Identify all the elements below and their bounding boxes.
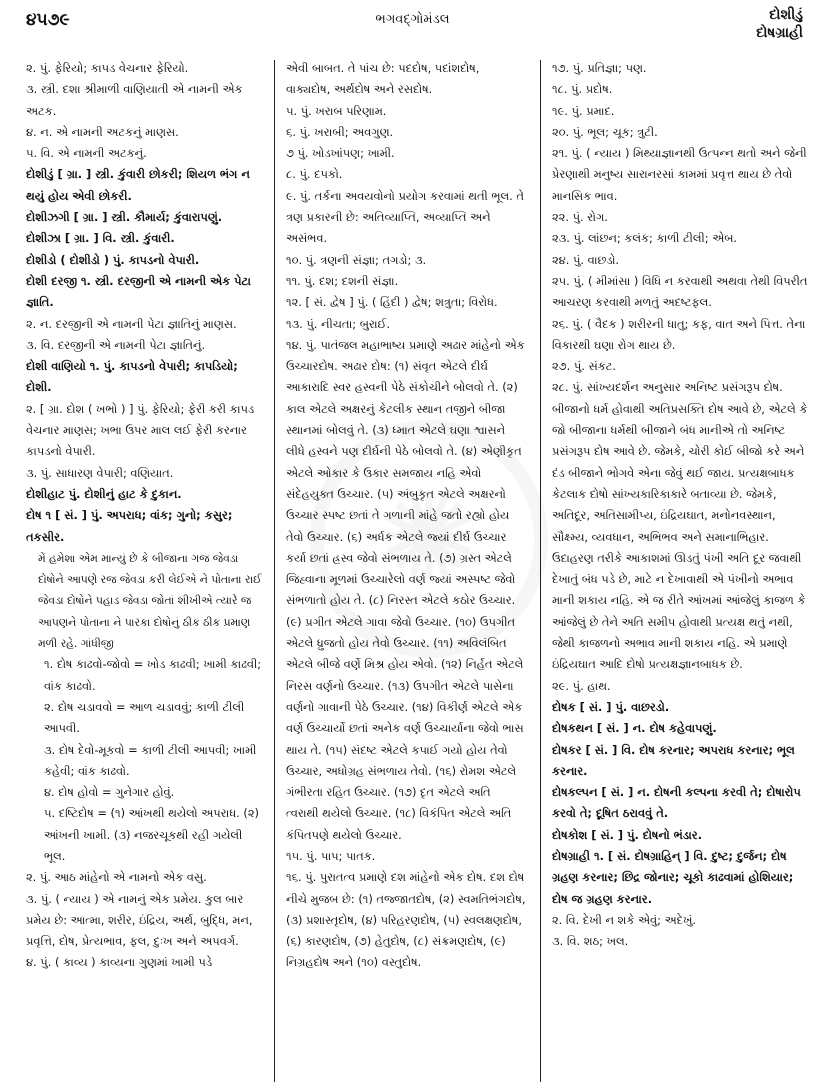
dictionary-entry: ૨૪. પું. વાછડો. — [552, 252, 620, 267]
dictionary-entry: ૨. પું. આઠ માંહેનો એ નામનો એક વસુ. — [26, 870, 207, 885]
dictionary-entry: ૧૧. પું. દશ; દશની સંજ્ઞા. — [286, 273, 399, 288]
guide-word-first: દોશીડું — [769, 7, 803, 23]
dictionary-entry: દોષ ૧ [ સં. ] પું. અપરાધ; વાંક; ગુનો; કસુર; તકસીર. — [26, 508, 233, 544]
dictionary-entry: ૭ પું. ખોડખાંપણ; ખામી. — [286, 146, 395, 161]
dictionary-entry: દોષગ્રાહી ૧. [ સં. દોષગ્રાહિન્ ] વિ. દુષ્ટ; દુર્જન; દોષ ગ્રહણ કરનાર; છિદ્ર જોનાર; ચૂકો કાઢવામાં હોશિયાર; દોષ જ ગ્રહણ કરનાર. — [552, 848, 794, 906]
dictionary-entry: ૨૩. પું. લાંછન; કલંક; કાળી ટીલી; એબ. — [552, 231, 738, 246]
dictionary-entry: ૨. વિ. દેખી ન શકે એવું; અદેખું. — [552, 912, 696, 927]
dictionary-entry: ૧. દોષ કાઢવો-જોવો = ખોડ કાઢવી; ખામી કાઢવી; વાંક કાઢવો. — [44, 657, 262, 693]
dictionary-entry: ૧૨. [ સં. દ્વેષ ] પું. ( હિંદી ) દ્વેષ; શત્રુતા; વિરોધ. — [286, 295, 498, 310]
dictionary-entry: દોશીઝા [ ગ્રા. ] વિ. સ્ત્રી. કુંવારી. — [26, 231, 175, 246]
dictionary-entry: દોષકલ્પન [ સં. ] ન. દોષની કલ્પના કરવી તે; દોષારોપ કરવો તે; દૂષિત ઠરાવવું તે. — [552, 785, 801, 821]
dictionary-entry: ૨૯. પું. હાથ. — [552, 678, 611, 693]
dictionary-entry: ૪. દોષ હોવો = ગુનેગાર હોવું. — [44, 785, 175, 800]
dictionary-entry: દોશીડું [ ગ્રા. ] સ્ત્રી. કુંવારી છોકરી; શિયળ ભંગ ન થયું હોય એવી છોકરી. — [26, 167, 250, 203]
dictionary-entry: દોશીડો ( દોશીડો ) પું. કાપડનો વેપારી. — [26, 252, 200, 267]
dictionary-entry: ૨૨. પું. રોગ. — [552, 210, 608, 225]
dictionary-entry: દોશીઝગી [ ગ્રા. ] સ્ત્રી. કૌમાર્ય; કુંવારાપણું. — [26, 210, 223, 225]
column-divider — [540, 60, 541, 1082]
dictionary-entry: ૧૫. પું. પાપ; પાતક. — [286, 848, 376, 863]
dictionary-entry: ૫. પું. ખરાબ પરિણામ. — [286, 103, 387, 118]
dictionary-entry: ૧૦. પું. ત્રણની સંજ્ઞા; તગડો; ૩. — [286, 252, 427, 267]
guide-words — [756, 6, 803, 42]
dictionary-entry: ૪. પું. ( કાવ્ય ) કાવ્યના ગુણમાં ખામી પડે — [26, 955, 213, 970]
dictionary-entry: ૬. પું. ખરાબી; અવગુણ. — [286, 124, 394, 139]
dictionary-entry: ૩. દોષ દેવો-મૂકવો = કાળી ટીલી આપવી; ખામી કહેવી; વાંક કાઢવો. — [44, 742, 257, 778]
dictionary-entry: ૯. પું. તર્કના અવયવોનો પ્રયોગ કરવામાં થતી ભૂલ. તે ત્રણ પ્રકારની છે: અતિવ્યાપ્તિ, અવ્યાપ્તિ અને અસંભવ. — [286, 188, 524, 246]
dictionary-entry: ૧૭. પું. પ્રતિજ્ઞા; પણ. — [552, 61, 647, 75]
dictionary-entry: ૩. વિ. શઠ; ખલ. — [552, 934, 629, 949]
dictionary-entry: દોષક [ સં. ] પું. વાછરડો. — [552, 699, 670, 714]
dictionary-entry: ૧૪. પું. પાતંજલ મહાભાષ્ય પ્રમાણે અઢાર માંહેનો એક ઉચ્ચારદોષ. અઢાર દોષ: (૧) સંવૃત એટલે દીર્ઘ આકારાદિ સ્વર હસ્વની પેઠે સંકોચીને બોલવો તે. (૨) કાલ એટલે અક્ષરનું કેટલીક સ્થાન તજીને બીજા સ્થાનમાં બોલવું તે. (૩) ધ્માત એટલે ઘણા શ્વાસને લીધે હસ્વને પણ દીર્ઘની પેઠે બોલવો તે. (૪) એણીકૃત એટલે ઓકાર કે ઉકાર સમજાય નહિ એવો સંદેહયુક્ત ઉચ્ચાર. (૫) અંબુકૃત એટલે અક્ષરનો ઉચ્ચાર સ્પષ્ટ છતાં તે ગળાની માંહે જતો રહ્યો હોય તેવો ઉચ્ચાર. (૬) અર્ધક એટલે જ્યાં દીર્ઘ ઉચ્ચાર કર્યા છતાં હ્રસ્વ જેવો સંભળાય તે. (૭) ગ્રસ્ત એટલે જિહ્વાના મૂળમાં ઉચ્ચારેલો વર્ણ જ્યાં અસ્પષ્ટ જેવો સંભળાતો હોય તે. (૮) નિરસ્ત એટલે કઠોર ઉચ્ચાર. (૯) પ્રગીત એટલે ગાવા જેવો ઉચ્ચાર. (૧૦) ઉપગીત એટલે ધ્રુજતો હોય તેવો ઉચ્ચાર. (૧૧) અવિલંબિત એટલે બીજે વર્ણે મિશ્ર હોય એવો. (૧૨) નિર્હત એટલે નિરસ વર્ણનો ઉચ્ચાર. (૧૩) ઉપગીત એટલે પાસેના વર્ણનો ગાવાની પેઠે ઉચ્ચાર. (૧૪) વિકીર્ણ એટલે એક વર્ણ ઉચ્ચાર્યો છતાં અનેક વર્ણ ઉચ્ચાર્યાના જેવો ભાસ થાય તે. (૧૫) સંદષ્ટ એટલે કપાઈ ગયો હોય તેવો ઉચ્ચાર, અધોગ્રહ સંભળાય તેવો. (૧૬) રોમશ એટલે ગંભીરતા રહિત ઉચ્ચાર. (૧૭) દૃત એટલે અતિ ત્વરાથી થયેલો ઉચ્ચાર. (૧૮) વિકંપિત એટલે અતિ કંપિતપણે થયેલો ઉચ્ચાર. — [286, 337, 525, 842]
dictionary-entry: ૨૫. પું. ( મીમાંસા ) વિધિ ન કરવાથી અથવા તેથી વિપરીત આચરણ કરવાથી મળતું અદષ્ટફલ. — [552, 273, 808, 310]
column-2 — [286, 58, 526, 1084]
column-divider — [274, 60, 275, 1082]
dictionary-entry: દોશીહાટ પું. દોશીનું હાટ કે દુકાન. — [26, 486, 182, 501]
dictionary-entry: ૩. વિ. દરજીની એ નામની પેટા જ્ઞાતિનું. — [26, 337, 206, 352]
dictionary-entry: ૨. પું. ફેરિયો; કાપડ વેચનાર ફેરિયો. — [26, 61, 189, 75]
dictionary-entry: ૧૬. પું. પુરાતત્વ પ્રમાણે દશ માંહેનો એક દોષ. દશ દોષ નીચે મુજબ છે: (૧) તજ્જાતદોષ, (૨) સ્વમતિભંગદોષ, (૩) પ્રશાસ્તૃદોષ, (૪) પરિહરણદોષ, (૫) સ્વલક્ષણદોષ, (૬) કારણદોષ, (૭) હેતુદોષ, (૮) સંક્રમણદોષ, (૯) નિગ્રહદોષ અને (૧૦) વસ્તુદોષ. — [286, 870, 526, 970]
dictionary-entry: ૨૮. પું. સાંખ્યદર્શન અનુસાર અનિષ્ટ પ્રસંગરૂપ દોષ. બીજાનો ધર્મ હોવાથી અતિપ્રસક્તિ દોષ આવે છે, એટલે કે જો બીજાના ધર્મથી બીજાને બંધ માનીએ તો અનિષ્ટ પ્રસંગરૂપ દોષ આવે છે. જેમકે, ચોરી કોઈ બીજો કરે અને દંડ બીજાને ભોગવે એના જેવું થઈ જાય. પ્રત્યક્ષબાધક કેટલાક દોષો સાંખ્યકારિકાકારે બતાવ્યા છે. જેમકે, અતિદૂર, અતિસામીપ્ય, ઇંદ્રિયઘાત, મનોનવસ્થાન, સૌક્ષ્મ્ય, વ્યવધાન, અભિભવ અને સમાનાભિહાર. ઉદાહરણ તરીકે આકાશમાં ઊડતું પંખી અતિ દૂર જવાથી દેખાતું બંધ પડે છે, માટે ન દેખાવાથી એ પંખીનો અભાવ માની શકાય નહિ. એ જ રીતે આંખમાં આંજેલું કાજળ કે આંજેલું છે તેને અતિ સમીપ હોવાથી પ્રત્યક્ષ થતું નથી, જેથી કાજળનો અભાવ માની શકાય નહિ. એ પ્રમાણે ઇંદ્રિયઘાત આદિ દોષો પ્રત્યક્ષજ્ઞાનબાધક છે. — [552, 380, 808, 672]
dictionary-entry: ૨. [ ગ્રા. દોશ ( ખભો ) ] પું. ફેરિયો; ફેરી કરી કાપડ વેચનાર માણસ; ખભા ઉપર માલ લઈ ફેરી કરનાર કાપડનો વેપારી. — [26, 401, 255, 459]
dictionary-entry: દોષકર [ સં. ] વિ. દોષ કરનાર; અપરાધ કરનાર; ભૂલ કરનાર. — [552, 742, 795, 778]
dictionary-entry: દોશી દરજી ૧. સ્ત્રી. દરજીની એ નામની એક પેટા જ્ઞાતિ. — [26, 273, 251, 310]
column-1 — [26, 58, 262, 1084]
dictionary-entry: ૧૮. પું. પ્રદોષ. — [552, 82, 613, 97]
dictionary-entry: દોષકથન [ સં. ] ન. દોષ કહેવાપણું. — [552, 721, 717, 736]
guide-word-last: દોષગ્રાહી — [756, 25, 803, 41]
dictionary-entry: ૨. ન. દરજીની એ નામની પેટા જ્ઞાતિનું માણસ. — [26, 316, 237, 331]
dictionary-entry: ૨. દોષ ચડાવવો = આળ ચડાવવું; કાળી ટીલી આપવી. — [44, 699, 245, 736]
page-number: ૪૫૭૯ — [26, 10, 70, 30]
page-title: ભગવદ્ગોમંડલ — [375, 12, 450, 27]
dictionary-entry: એવી બાબત. તે પાંચ છે: પદદોષ, પદાંશદોષ, વાક્યદોષ, અર્થદોષ અને રસદોષ. — [286, 61, 480, 97]
dictionary-entry: દોષકોશ [ સં. ] પું. દોષનો ભંડાર. — [552, 827, 703, 842]
dictionary-entry: ૩. સ્ત્રી. દશા શ્રીમાળી વાણિયાતી એ નામની એક અટક. — [26, 82, 243, 118]
dictionary-entry: ૨૦. પું. ભૂલ; ચૂક; ત્રુટી. — [552, 124, 658, 139]
dictionary-entry: ૫. વિ. એ નામની અટકનું. — [26, 146, 147, 161]
dictionary-entry: ૨૧. પું. ( ન્યાય ) મિથ્યાજ્ઞાનથી ઉત્પન્ન થતો અને જેની પ્રેરણાથી મનુષ્ય સારાનરસાં કામમાં પ્રવૃત્ત થાય છે તેવો માનસિક ભાવ. — [552, 146, 807, 203]
dictionary-entry: ૫. દષ્ટિદોષ = (૧) આંખથી થયેલો અપરાધ. (૨) આંખની ખામી. (૩) નજરચૂકથી રહી ગયેલી ભૂલ. — [44, 806, 259, 863]
dictionary-entry: ૨૭. પું. સંકટ. — [552, 359, 616, 374]
column-3 — [552, 58, 810, 1084]
dictionary-entry: ૩. પું. સાધારણ વેપારી; વણિયાત. — [26, 465, 174, 480]
dictionary-entry: મેં હમેશા એમ માન્યું છે કે બીજાના ગજ જેવડા દોષોને આપણે રજ જેવડા કરી લેઈએ ને પોતાના રાઈ જેવડા દોષોને પહાડ જેવડા જોતાં શીખીએ ત્યારે જ આપણને પોતાના ને પારકા દોષોનું ઠીક ઠીક પ્રમાણ મળી રહે. ગાંધીજી — [38, 551, 262, 651]
dictionary-entry: ૮. પું. દપકો. — [286, 167, 343, 182]
dictionary-entry: ૩. પું. ( ન્યાય ) એ નામનું એક પ્રમેય. કુલ બાર પ્રમેય છે: આત્મા, શરીર, ઇંદ્રિય, અર્થ, બુદ્ધિ, મન, પ્રવૃત્તિ, દોષ, પ્રેત્યભાવ, ફલ, દુઃખ અને અપવર્ગ. — [26, 891, 253, 949]
dictionary-entry: ૧૩. પું. નીચતા; બુરાઈ. — [286, 316, 390, 331]
dictionary-entry: દોશી વાણિયો ૧. પું. કાપડનો વેપારી; કાપડિયો; દોશી. — [26, 359, 238, 395]
dictionary-entry: ૨૬. પું. ( વૈદક ) શરીરની ધાતુ; કફ, વાત અને પિત્ત. તેના વિકારથી ઘણા રોગ થાય છે. — [552, 316, 806, 352]
dictionary-entry: ૧૯. પું. પ્રમાદ. — [552, 103, 615, 118]
dictionary-entry: ૪. ન. એ નામની અટકનું માણસ. — [26, 124, 179, 139]
